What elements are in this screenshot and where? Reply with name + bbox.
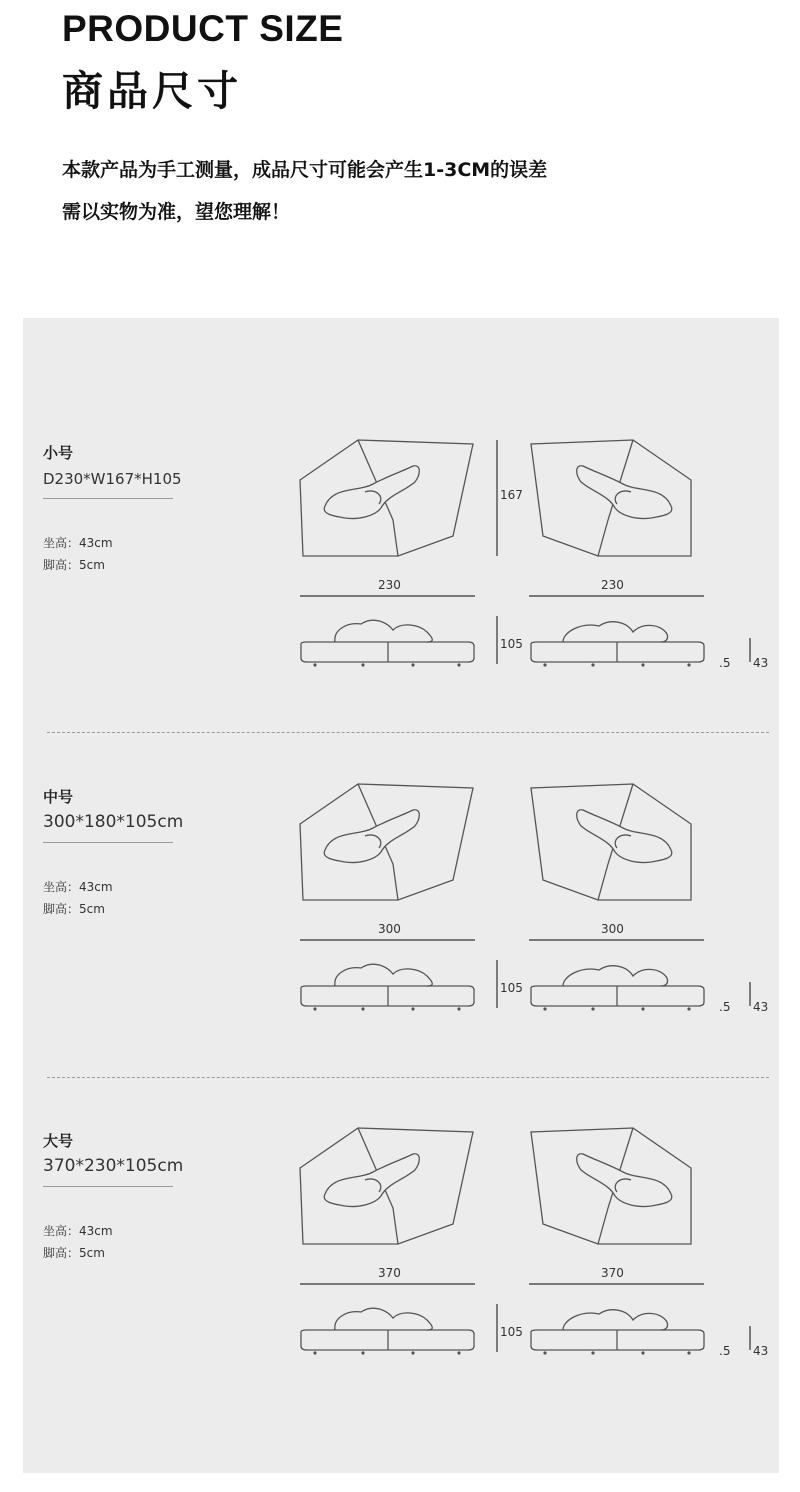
measurement-note-line1: 本款产品为手工测量，成品尺寸可能会产生1-3CM的误差 bbox=[62, 159, 548, 181]
top-width-label-left: 230 bbox=[378, 578, 401, 592]
section-divider bbox=[47, 1077, 769, 1078]
size-dimensions: 300*180*105cm bbox=[43, 812, 184, 832]
leg-height: 脚高：5cm bbox=[43, 558, 105, 572]
top-width-label-right: 230 bbox=[601, 578, 624, 592]
sofa-drawing-large bbox=[263, 1124, 773, 1384]
seat-height: 坐高：43cm bbox=[43, 536, 113, 550]
size-name: 小号 bbox=[43, 444, 74, 462]
size-panel bbox=[23, 318, 779, 1473]
size-dimensions: 370*230*105cm bbox=[43, 1156, 184, 1176]
seat-height: 坐高：43cm bbox=[43, 1224, 113, 1238]
sofa-drawing-small bbox=[263, 436, 773, 696]
top-depth-label: 167 bbox=[500, 488, 523, 502]
leg-height: 脚高：5cm bbox=[43, 1246, 105, 1260]
seat-label: 43 bbox=[753, 1000, 769, 1014]
leg-height: 脚高：5cm bbox=[43, 902, 105, 916]
size-section-large bbox=[23, 1130, 779, 1470]
seat-height: 坐高：43cm bbox=[43, 880, 113, 894]
size-section-medium bbox=[23, 786, 779, 1126]
dimension-underline bbox=[43, 498, 173, 499]
top-width-label-left: 370 bbox=[378, 1266, 401, 1280]
top-width-label-right: 370 bbox=[601, 1266, 624, 1280]
leg-label: .5 bbox=[719, 656, 731, 670]
seat-label: 43 bbox=[753, 656, 769, 670]
title-english: PRODUCT SIZE bbox=[62, 8, 344, 49]
seat-label: 43 bbox=[753, 1344, 769, 1358]
sofa-drawing-medium bbox=[263, 780, 773, 1040]
leg-label: .5 bbox=[719, 1000, 731, 1014]
measurement-note-line2: 需以实物为准，望您理解！ bbox=[62, 201, 291, 223]
size-dimensions: D230*W167*H105 bbox=[43, 470, 182, 488]
section-divider bbox=[47, 732, 769, 733]
title-chinese: 商品尺寸 bbox=[62, 67, 242, 115]
size-name: 大号 bbox=[43, 1132, 74, 1150]
leg-label: .5 bbox=[719, 1344, 731, 1358]
size-name: 中号 bbox=[43, 788, 74, 806]
dimension-underline bbox=[43, 1186, 173, 1187]
dimension-underline bbox=[43, 842, 173, 843]
top-width-label-left: 300 bbox=[378, 922, 401, 936]
top-width-label-right: 300 bbox=[601, 922, 624, 936]
side-height-label: 105 bbox=[500, 637, 523, 651]
size-section-small bbox=[23, 442, 779, 782]
side-height-label: 105 bbox=[500, 981, 523, 995]
side-height-label: 105 bbox=[500, 1325, 523, 1339]
